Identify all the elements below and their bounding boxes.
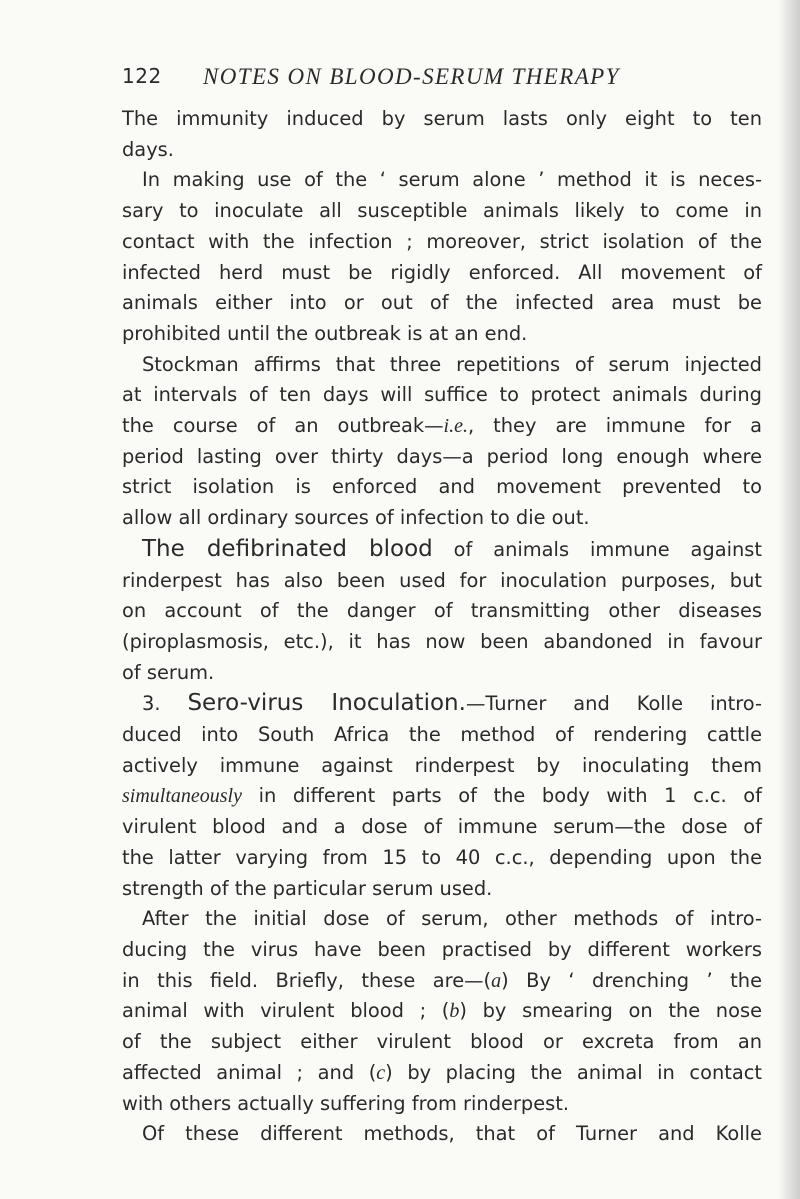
text-line: ducing the virus have been practised by different workers [122, 937, 762, 961]
text-line: period lasting over thirty days—a period long enough where [122, 444, 762, 468]
page-number: 122 [122, 64, 162, 88]
page-header [122, 64, 762, 94]
text-line: on account of the danger of transmitting other diseases [122, 599, 762, 623]
text-line: actively immune against rinderpest by inoculating them [122, 753, 762, 777]
section-heading: Sero-virus Inoculation. [187, 690, 466, 717]
bold-term: defibrinated blood [206, 535, 433, 562]
text-line: The defibrinated blood of animals immune against [142, 535, 762, 562]
running-title: NOTES ON BLOOD-SERUM THERAPY [203, 64, 620, 89]
italic-text: simultaneously [122, 785, 242, 808]
text-line: The immunity induced by serum lasts only eight to ten [122, 107, 762, 130]
text-line: simultaneously in different parts of the body with 1 c.c. of [122, 784, 762, 808]
italic-letter: c [376, 1061, 386, 1084]
text-line: sary to inoculate all susceptible animals likely to come in [122, 199, 762, 223]
text-line: strict isolation is enforced and movement prevented to [122, 475, 762, 499]
italic-letter: a [491, 969, 502, 992]
text-line: at intervals of ten days will suffice to protect animals during [122, 383, 762, 407]
text-line: animals either into or out of the infected area must be [122, 291, 762, 315]
text-line: virulent blood and a dose of immune serum—the dose of [122, 815, 762, 839]
text-line: duced into South Africa the method of rendering cattle [122, 723, 762, 747]
text-line: allow all ordinary sources of infection to die out. [122, 506, 590, 530]
text-line: After the initial dose of serum, other methods of intro- [142, 907, 762, 931]
italic-letter: b [449, 1000, 460, 1023]
text-line: Of these different methods, that of Turner and Kolle [142, 1122, 762, 1146]
italic-text: i.e. [443, 415, 468, 438]
text-line: in this field. Briefly, these are—(a) By ‘ drenching ’ the [122, 968, 763, 992]
text-line: the latter varying from 15 to 40 c.c., depending upon the [122, 845, 762, 869]
text-line: (piroplasmosis, etc.), it has now been abandoned in favour [122, 629, 762, 653]
page-edge-shadow [778, 0, 800, 1199]
text-line: prohibited until the outbreak is at an end. [122, 321, 528, 345]
text-line: the course of an outbreak—i.e., they are immune for a [122, 414, 763, 438]
text-line: days. [122, 137, 174, 161]
body-text [122, 104, 762, 1150]
text-line: of serum. [122, 660, 215, 684]
text-line: affected animal ; and (c) by placing the animal in contact [122, 1060, 762, 1084]
text-line: contact with the infection ; moreover, strict isolation of the [122, 229, 762, 253]
text-line: strength of the particular serum used. [122, 876, 493, 900]
text-line: Stockman affirms that three repetitions of serum injected [142, 352, 762, 376]
text-line: rinderpest has also been used for inoculation purposes, but [122, 568, 762, 592]
text-line: with others actually suffering from rinderpest. [122, 1091, 570, 1115]
text-line: infected herd must be rigidly enforced. All movement of [122, 260, 762, 284]
text-line: In making use of the ‘ serum alone ’ method it is neces- [142, 168, 762, 192]
text-line: animal with virulent blood ; (b) by smearing on the nose [122, 999, 762, 1023]
text-line: of the subject either virulent blood or excreta from an [122, 1030, 762, 1054]
section-heading-line: 3. Sero-virus Inoculation.—Turner and Kolle intro- [142, 690, 762, 717]
